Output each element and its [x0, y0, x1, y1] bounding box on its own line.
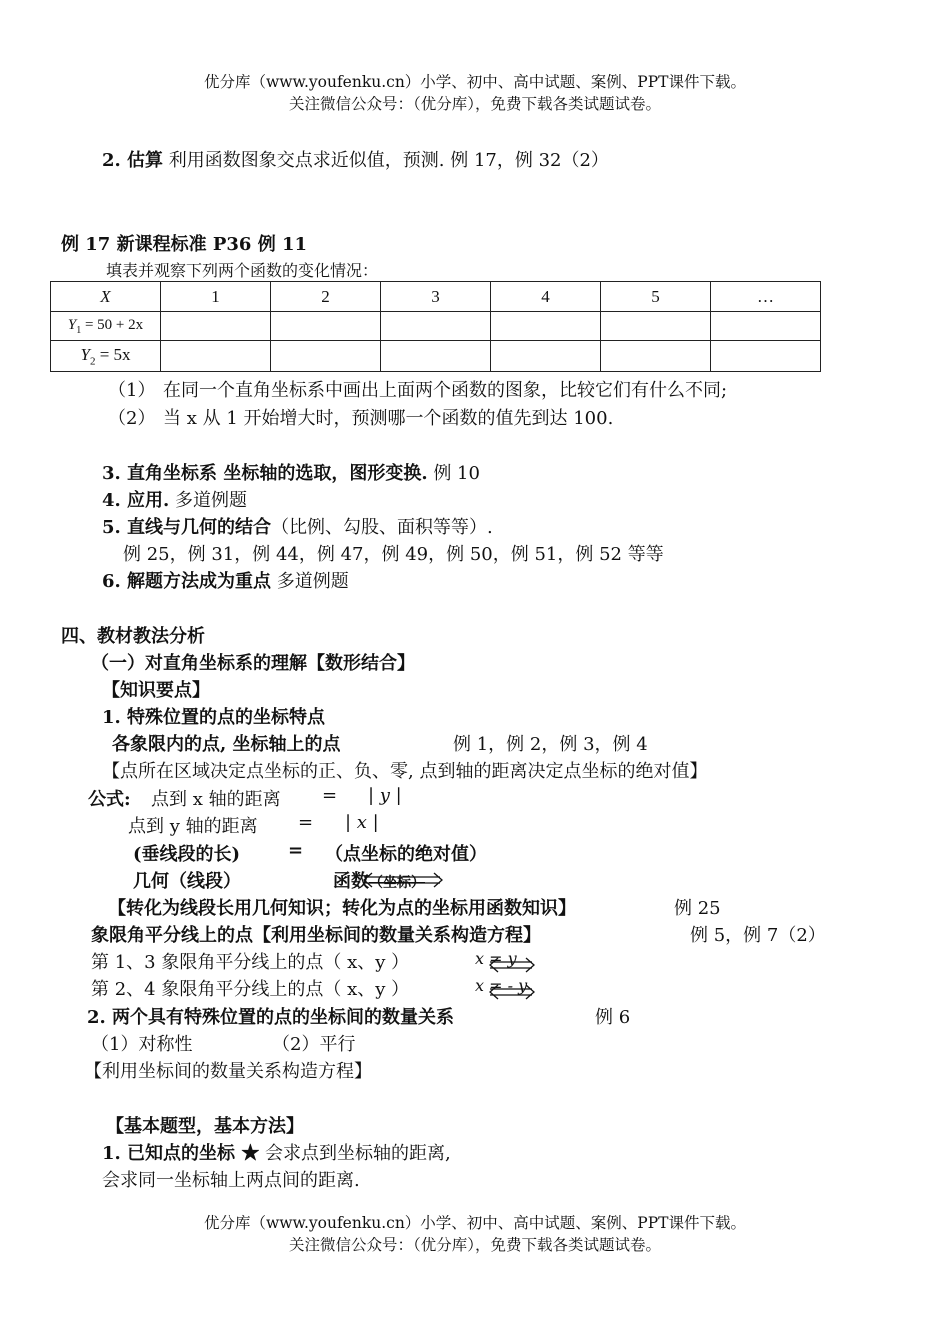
- section-3: 3. 直角坐标系 坐标轴的选取，图形变换. 例 10: [102, 463, 480, 484]
- table-header-row: [51, 282, 821, 312]
- footer-line-2: 关注微信公众号：（优分库），免费下载各类试题试卷。: [288, 1236, 661, 1254]
- double-arrow-icon: [360, 872, 446, 888]
- table-cell[interactable]: [601, 341, 711, 372]
- knowledge-1a: 各象限内的点, 坐标轴上的点: [112, 734, 341, 755]
- formula-3-right: （点坐标的绝对值）: [325, 844, 487, 865]
- formula-3-left: (垂线段的长): [133, 844, 241, 865]
- knowledge-2c: 【利用坐标间的数量关系构造方程】: [84, 1061, 372, 1082]
- section-4: 4. 应用. 多道例题: [102, 490, 248, 511]
- formula-4-right: 函数（坐标）: [333, 871, 425, 892]
- formula-2-value: | x |: [345, 812, 379, 833]
- formula-1-eq: =: [322, 785, 338, 806]
- section-6: 6. 解题方法成为重点 多道例题: [102, 571, 349, 592]
- knowledge-2a: （1）对称性: [91, 1034, 193, 1055]
- bisector-1-3: 第 1、3 象限角平分线上的点（ x、y ）: [91, 952, 410, 973]
- double-arrow-icon: [486, 984, 538, 1000]
- part-4-sub-1: （一）对直角坐标系的理解【数形结合】: [91, 653, 415, 674]
- question-1-num: （1）: [108, 380, 156, 401]
- basic-1: 1. 已知点的坐标 ★ 会求点到坐标轴的距离,: [102, 1143, 451, 1164]
- section-5: 5. 直线与几何的结合（比例、勾股、面积等等）.: [102, 517, 493, 538]
- double-arrow-icon: [486, 957, 538, 973]
- table-cell[interactable]: [271, 312, 381, 341]
- table-cell[interactable]: [491, 312, 601, 341]
- example-17-title: 例 17 新课程标准 P36 例 11: [61, 234, 308, 255]
- table-cell[interactable]: [381, 341, 491, 372]
- table-cell[interactable]: [381, 312, 491, 341]
- bisector-2-4: 第 2、4 象限角平分线上的点（ x、y ）: [91, 979, 410, 1000]
- conversion-note: 【转化为线段长用几何知识；转化为点的坐标用函数知识】: [108, 898, 576, 919]
- formula-1-value: | y |: [368, 785, 402, 806]
- bisector-1-3-relation: x = y: [475, 949, 517, 968]
- function-table: [50, 281, 821, 372]
- table-cell[interactable]: [271, 341, 381, 372]
- table-header-cell: 1: [161, 282, 271, 312]
- bisector-examples: 例 5，例 7（2）: [690, 925, 826, 946]
- formula-label: 公式:: [88, 789, 131, 810]
- table-cell[interactable]: [161, 341, 271, 372]
- header-line-1: 优分库（www.youfenku.cn）小学、初中、高中试题、案例、PPT课件下载。: [203, 73, 747, 91]
- part-4-title: 四、教材教法分析: [61, 626, 205, 647]
- table-header-cell: 5: [601, 282, 711, 312]
- section-2-text: 利用函数图象交点求近似值，预测. 例 17，例 32（2）: [163, 150, 609, 171]
- row-label-y1: $Y_1 = 50 + 2x$: [51, 312, 161, 341]
- knowledge-2-example: 例 6: [595, 1007, 631, 1028]
- knowledge-heading: 【知识要点】: [102, 680, 210, 701]
- table-cell[interactable]: [711, 312, 821, 341]
- conversion-example: 例 25: [674, 898, 721, 919]
- formula-2-text: 点到 y 轴的距离: [128, 816, 258, 837]
- basic-1-line-2: 会求同一坐标轴上两点间的距离.: [102, 1170, 360, 1191]
- table-header-cell: 3: [381, 282, 491, 312]
- section-2: [102, 146, 609, 172]
- section-5-examples: 例 25，例 31，例 44，例 47，例 49，例 50，例 51，例 52 等等: [123, 544, 664, 565]
- knowledge-2b: （2）平行: [272, 1034, 356, 1055]
- question-2-num: （2）: [108, 408, 156, 429]
- formula-4-left: 几何（线段）: [133, 871, 241, 892]
- table-row: [51, 341, 821, 372]
- example-17-intro: 填表并观察下列两个函数的变化情况：: [106, 261, 379, 280]
- question-1-text: 在同一个直角坐标系中画出上面两个函数的图象，比较它们有什么不同;: [163, 380, 728, 401]
- table-cell[interactable]: [601, 312, 711, 341]
- formula-1-text: 点到 x 轴的距离: [151, 789, 281, 810]
- table-cell[interactable]: [491, 341, 601, 372]
- header-line-2: 关注微信公众号：（优分库），免费下载各类试题试卷。: [288, 95, 661, 113]
- table-header-cell: …: [711, 282, 821, 312]
- basic-heading: 【基本题型，基本方法】: [106, 1116, 304, 1137]
- table-header-cell: 4: [491, 282, 601, 312]
- table-header-cell: 2: [271, 282, 381, 312]
- formula-2-eq: =: [298, 812, 314, 833]
- knowledge-1b: 【点所在区域决定点坐标的正、负、零, 点到轴的距离决定点坐标的绝对值】: [102, 761, 708, 782]
- table-row: [51, 312, 821, 341]
- knowledge-1: 1. 特殊位置的点的坐标特点: [102, 707, 326, 728]
- table-cell[interactable]: [711, 341, 821, 372]
- bisector-2-4-relation: x = - y: [475, 976, 528, 995]
- bisector-heading: 象限角平分线上的点【利用坐标间的数量关系构造方程】: [91, 925, 541, 946]
- section-2-title: 2. 估算: [102, 150, 164, 171]
- knowledge-2: 2. 两个具有特殊位置的点的坐标间的数量关系: [87, 1007, 455, 1028]
- knowledge-1a-examples: 例 1，例 2，例 3，例 4: [453, 734, 648, 755]
- formula-3-eq: =: [288, 840, 304, 861]
- footer-line-1: 优分库（www.youfenku.cn）小学、初中、高中试题、案例、PPT课件下载。: [203, 1214, 747, 1232]
- question-2-text: 当 x 从 1 开始增大时，预测哪一个函数的值先到达 100.: [163, 408, 614, 429]
- table-cell[interactable]: [161, 312, 271, 341]
- table-header-cell: X: [51, 282, 161, 312]
- row-label-y2: $Y_2 = 5x$: [51, 341, 161, 372]
